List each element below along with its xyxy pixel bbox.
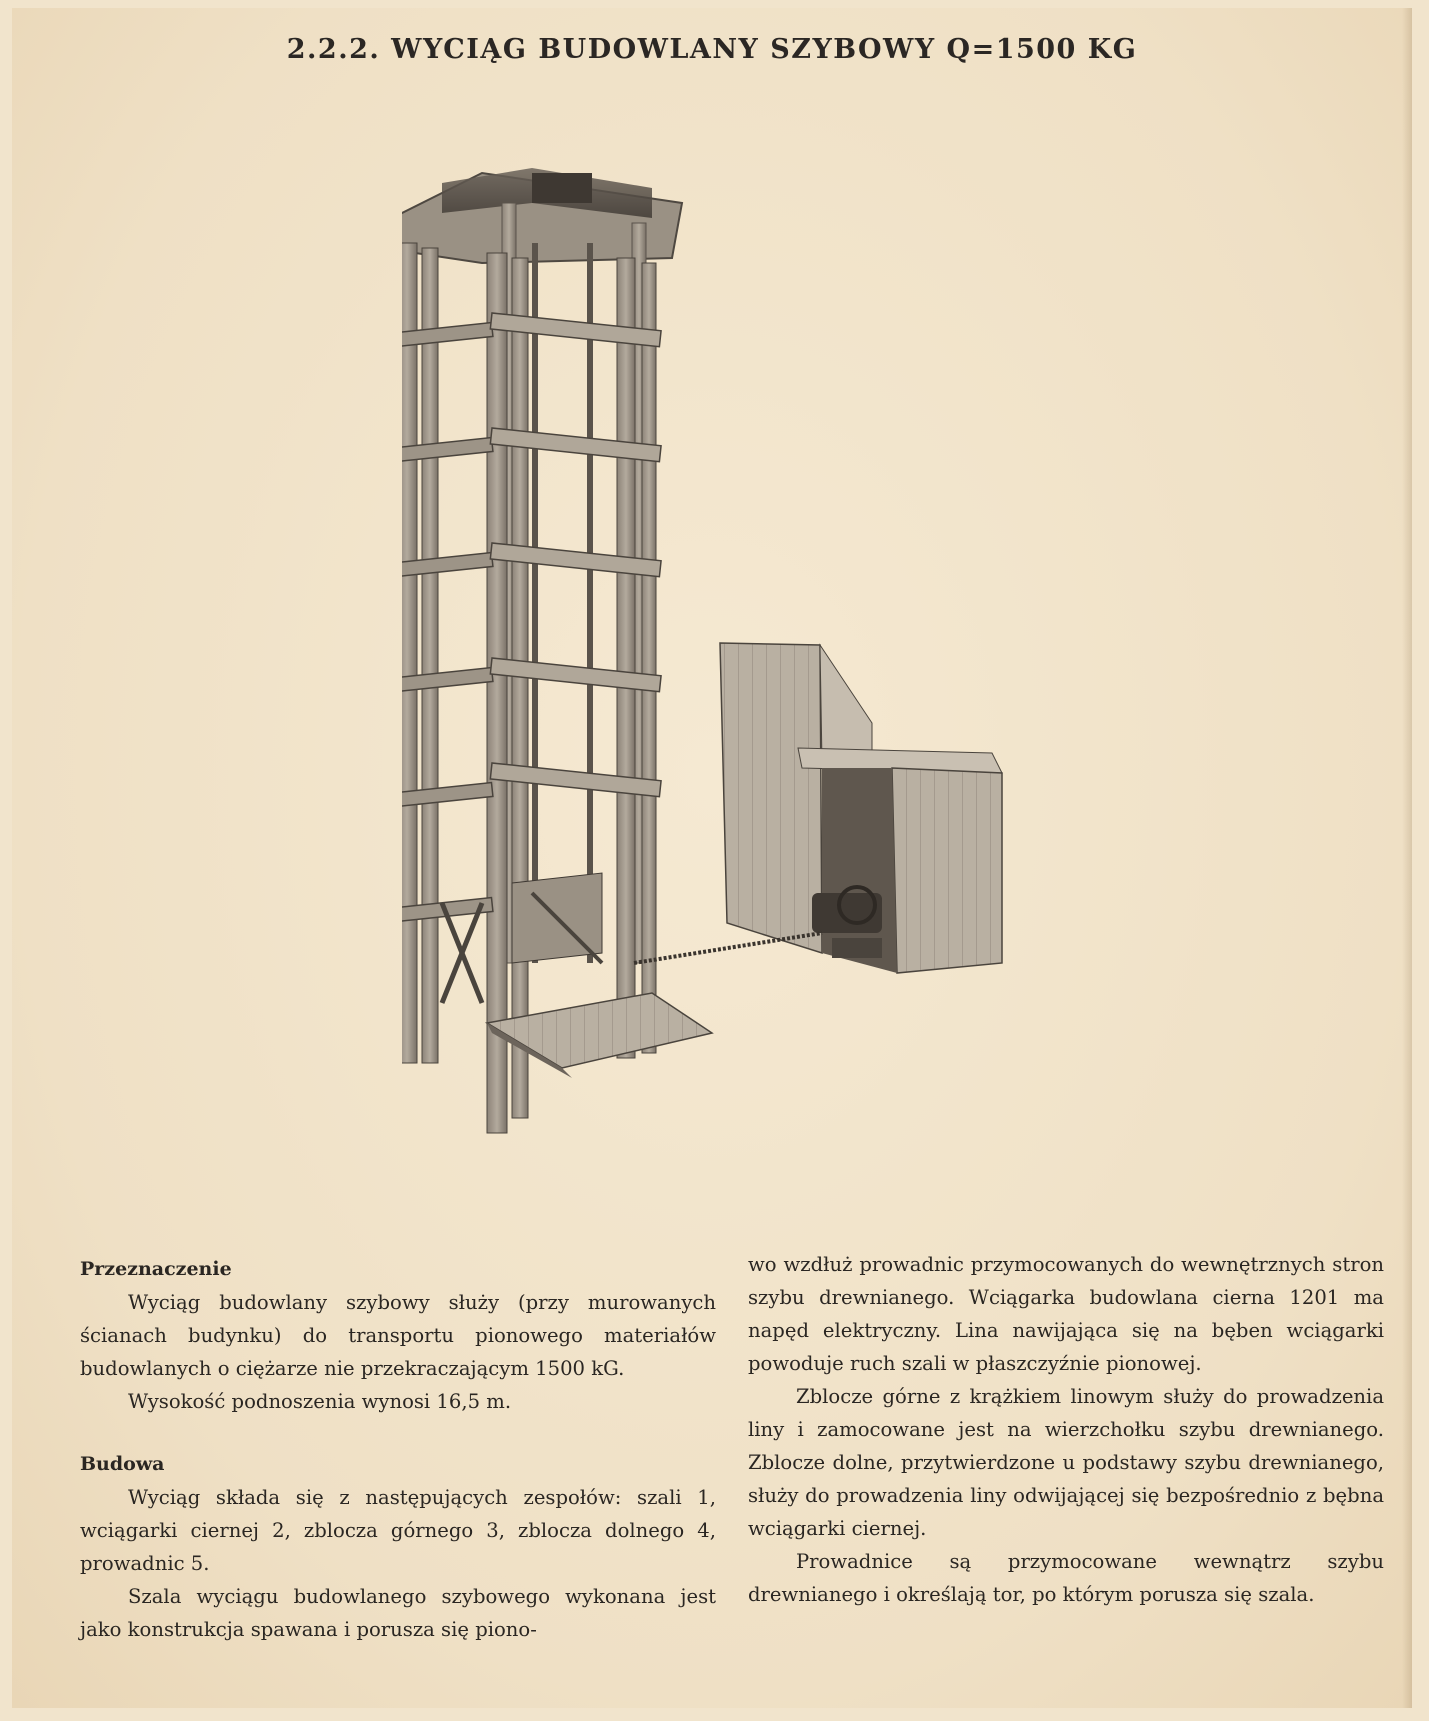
document-page [12, 8, 1412, 1708]
page-title: 2.2.2. WYCIĄG BUDOWLANY SZYBOWY Q=1500 KG [286, 34, 1138, 65]
left-text-column [80, 1253, 716, 1646]
paragraph-lift-height: Wysokość podnoszenia wynosi 16,5 m. [128, 1390, 512, 1413]
paragraph-pulley-blocks: Zblocze górne z krążkiem linowym służy do prowadzenia liny i zamocowane jest na wierzchołku szybu drewnianego. Zblocze dolne, przytwierdzone u podstawy szybu drewnianego, służy do prowadzenia liny odwijającej się bezpośrednio z bębna wciągarki ciernej. [748, 1385, 1384, 1540]
paragraph-guide-rails: Prowadnice są przymocowane wewnątrz szybu drewnianego i określają tor, po którym porusza się szala. [748, 1550, 1384, 1606]
section-heading-budowa: Budowa [80, 1453, 165, 1475]
right-text-column [748, 1248, 1384, 1611]
paragraph-cage-construction: Szala wyciągu budowlanego szybowego wykonana jest jako konstrukcja spawana i porusza się piono- [80, 1585, 716, 1641]
paragraph-purpose: Wyciąg budowlany szybowy służy (przy murowanych ścianach budynku) do transportu pionowego materiałów budowlanych o ciężarze nie przekraczającym 1500 kG. [80, 1291, 716, 1380]
paragraph-guides-winch: wo wzdłuż prowadnic przymocowanych do wewnętrznych stron szybu drewnianego. Wciągarka budowlana cierna 1201 ma napęd elektryczny. Lina nawijająca się na bęben wciągarki powoduje ruch szali w płaszczyźnie pionowej. [748, 1253, 1384, 1375]
hoist-shaft-illustration-icon [402, 163, 1162, 1183]
section-heading-przeznaczenie: Przeznaczenie [80, 1258, 232, 1280]
hoist-photo [402, 163, 1162, 1183]
paragraph-components: Wyciąg składa się z następujących zespołów: szali 1, wciągarki ciernej 2, zblocza górnego 3, zblocza dolnego 4, prowadnic 5. [80, 1486, 716, 1575]
